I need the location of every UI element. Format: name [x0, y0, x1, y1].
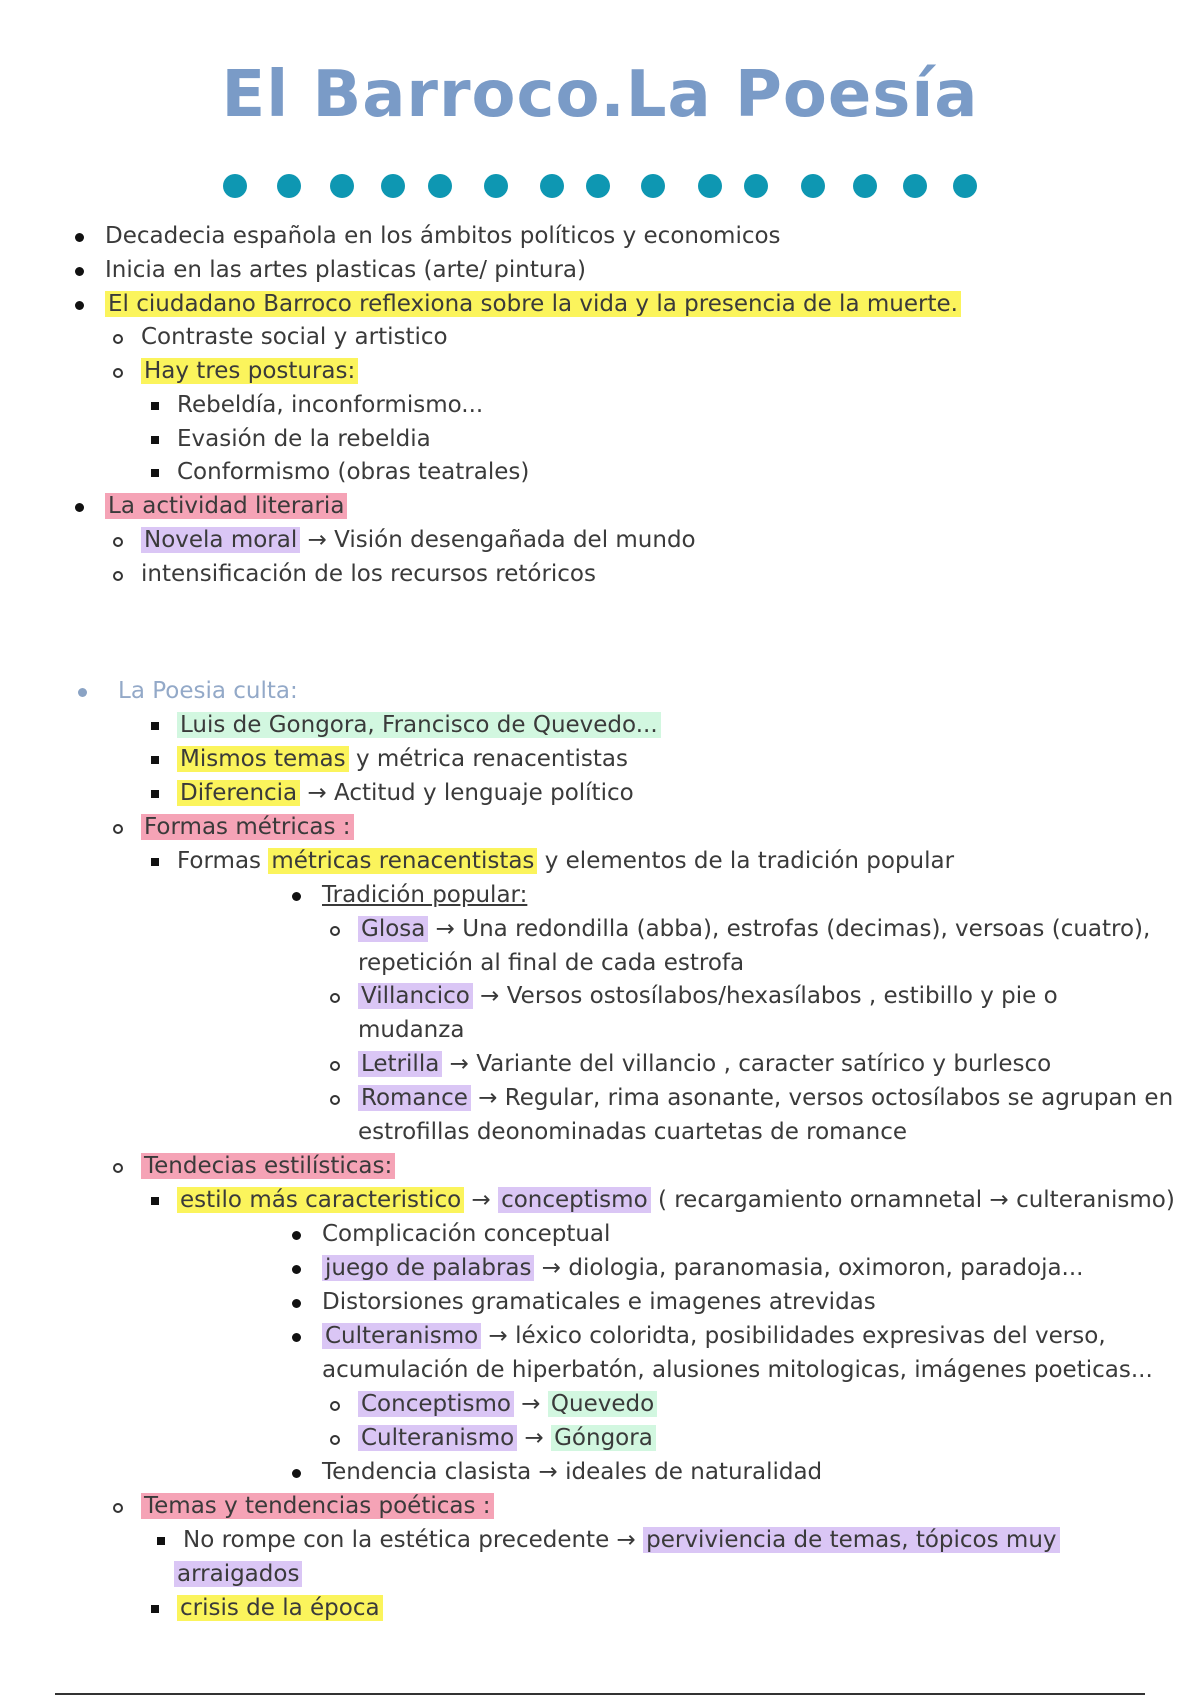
list-item: [105, 221, 781, 251]
item-text: Formas: [177, 848, 269, 874]
list-item: [177, 710, 661, 740]
list-item: [141, 1151, 395, 1181]
list-item: [105, 255, 586, 285]
item-text: → Variante del villancio , caracter satírico y burlesco: [442, 1051, 1052, 1077]
item-text: No rompe con la estética precedente →: [183, 1527, 644, 1553]
list-item-continuation: [358, 948, 744, 978]
page-title: El Barroco.La Poesía: [221, 58, 979, 132]
highlight-violet: juego de palabras: [322, 1255, 534, 1281]
item-text: Tendencia clasista → ideales de naturalidad: [322, 1459, 823, 1485]
highlight-yellow: Hay tres posturas:: [141, 358, 358, 384]
item-text: → Una redondilla (abba), estrofas (decimas), versoas (cuatro),: [428, 916, 1151, 942]
item-text: Decadecia española en los ámbitos políticos y economicos: [105, 223, 781, 249]
list-item: [322, 1457, 822, 1487]
dot-icon: [381, 174, 405, 198]
item-text: acumulación de hiperbatón, alusiones mitologicas, imágenes poeticas...: [322, 1357, 1153, 1383]
dot-icon: [744, 174, 768, 198]
list-item: [322, 1321, 1106, 1351]
dot-icon: [953, 174, 977, 198]
highlight-green: Luis de Gongora, Francisco de Quevedo...: [177, 712, 661, 738]
list-item: [358, 1423, 656, 1453]
dot-icon: [540, 174, 564, 198]
list-item: [141, 525, 696, 555]
list-item: [358, 1083, 1173, 1113]
list-item-continuation: [358, 1015, 464, 1045]
item-text: estrofillas deonominadas cuartetas de romance: [358, 1119, 908, 1145]
item-text: ( recargamiento ornamnetal → culteranismo): [650, 1187, 1175, 1213]
list-item: [177, 457, 529, 487]
highlight-violet: Culteranismo: [358, 1425, 517, 1451]
item-text: Inicia en las artes plasticas (arte/ pintura): [105, 257, 586, 283]
highlight-violet: perviviencia de temas, tópicos muy: [643, 1527, 1059, 1553]
item-text: y métrica renacentistas: [348, 746, 628, 772]
list-item: [358, 1049, 1051, 1079]
dot-icon: [484, 174, 508, 198]
highlight-violet: Letrilla: [358, 1051, 442, 1077]
list-item: [177, 390, 483, 420]
dot-icon: [428, 174, 452, 198]
dot-icon: [698, 174, 722, 198]
list-item-continuation: [174, 1559, 302, 1589]
highlight-pink: La actividad literaria: [105, 493, 347, 519]
list-item: [118, 676, 298, 706]
dot-icon: [586, 174, 610, 198]
list-item: [177, 424, 431, 454]
item-text: Evasión de la rebeldia: [177, 426, 431, 452]
list-item: [358, 981, 1058, 1011]
list-item: [322, 1253, 1084, 1283]
dot-icon: [903, 174, 927, 198]
item-text: Conformismo (obras teatrales): [177, 459, 530, 485]
item-text: Contraste social y artistico: [141, 324, 448, 350]
highlight-violet: conceptismo: [498, 1187, 651, 1213]
list-item: [322, 1219, 610, 1249]
list-item: [358, 914, 1150, 944]
highlight-violet: Villancico: [358, 983, 473, 1009]
item-text: → léxico coloridta, posibilidades expresivas del verso,: [481, 1323, 1106, 1349]
list-item: [105, 491, 347, 521]
list-item: [177, 778, 634, 808]
item-text: →: [517, 1425, 552, 1451]
list-item: [177, 1185, 1175, 1215]
item-text: Rebeldía, inconformismo...: [177, 392, 484, 418]
item-text: mudanza: [358, 1017, 465, 1043]
highlight-green: Quevedo: [548, 1391, 657, 1417]
highlight-violet: Conceptismo: [358, 1391, 514, 1417]
highlight-yellow: métricas renacentistas: [268, 848, 537, 874]
highlight-yellow: El ciudadano Barroco reflexiona sobre la vida y la presencia de la muerte.: [105, 291, 961, 317]
highlight-pink: Formas métricas :: [141, 814, 354, 840]
list-item: [141, 322, 448, 352]
list-item: [141, 559, 596, 589]
dot-icon: [801, 174, 825, 198]
highlight-violet: Romance: [358, 1085, 471, 1111]
highlight-violet: Novela moral: [141, 527, 300, 553]
item-text: Tradición popular:: [322, 882, 528, 908]
dot-icon: [330, 174, 354, 198]
item-text: La Poesia culta:: [118, 678, 298, 704]
list-item: [105, 289, 961, 319]
list-item: [177, 1593, 383, 1623]
list-item: [141, 356, 358, 386]
item-text: →: [513, 1391, 548, 1417]
highlight-yellow: Diferencia: [177, 780, 300, 806]
item-text: → Actitud y lenguaje político: [300, 780, 634, 806]
list-item: [322, 1287, 876, 1317]
highlight-yellow: crisis de la época: [177, 1595, 383, 1621]
item-text: Distorsiones gramaticales e imagenes atrevidas: [322, 1289, 876, 1315]
list-item-continuation: [322, 1355, 1153, 1385]
dot-icon: [641, 174, 665, 198]
list-item: [177, 846, 954, 876]
list-item: [141, 1491, 494, 1521]
item-text: →: [464, 1187, 499, 1213]
item-text: intensificación de los recursos retóricos: [141, 561, 596, 587]
highlight-green: Góngora: [551, 1425, 656, 1451]
item-text: → Regular, rima asonante, versos octosílabos se agrupan en: [470, 1085, 1174, 1111]
item-text: → diologia, paranomasia, oximoron, paradoja...: [534, 1255, 1084, 1281]
item-text: → Versos ostosílabos/hexasílabos , estibillo y pie o: [472, 983, 1058, 1009]
dot-icon: [277, 174, 301, 198]
highlight-violet: Glosa: [358, 916, 428, 942]
item-text: Complicación conceptual: [322, 1221, 611, 1247]
item-text: repetición al final de cada estrofa: [358, 950, 745, 976]
list-item: [141, 812, 354, 842]
dot-icon: [853, 174, 877, 198]
item-text: → Visión desengañada del mundo: [300, 527, 696, 553]
highlight-violet: arraigados: [174, 1561, 302, 1587]
list-item: [183, 1525, 1060, 1555]
highlight-yellow: estilo más caracteristico: [177, 1187, 464, 1213]
highlight-yellow: Mismos temas: [177, 746, 349, 772]
list-item: [358, 1389, 657, 1419]
list-item: [322, 880, 527, 910]
footer-rule: [55, 1693, 1145, 1695]
decorative-dots: [0, 174, 1200, 200]
highlight-pink: Tendecias estilísticas:: [141, 1153, 395, 1179]
list-item-continuation: [358, 1117, 907, 1147]
highlight-violet: Culteranismo: [322, 1323, 481, 1349]
list-item: [177, 744, 628, 774]
item-text: y elementos de la tradición popular: [537, 848, 955, 874]
highlight-pink: Temas y tendencias poéticas :: [141, 1493, 494, 1519]
dot-icon: [223, 174, 247, 198]
